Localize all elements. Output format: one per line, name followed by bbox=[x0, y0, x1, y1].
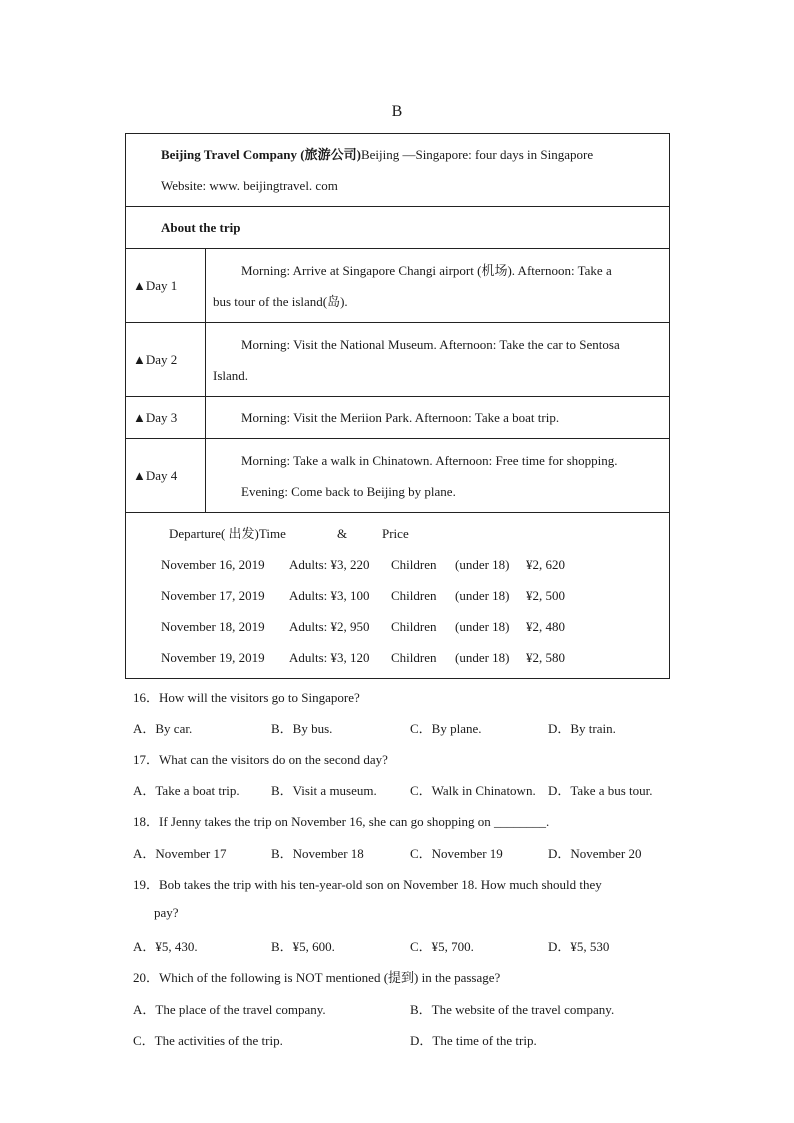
day-row bbox=[126, 397, 670, 439]
day-row bbox=[126, 323, 670, 397]
departure-heading: Departure( 出发)Time bbox=[169, 526, 286, 541]
option-a[interactable]: A．November 17 bbox=[133, 846, 227, 861]
price-item bbox=[161, 549, 669, 580]
age-note: (under 18) bbox=[455, 650, 510, 665]
adult-price: Adults: ¥3, 220 bbox=[289, 557, 370, 572]
option-b[interactable]: B．By bus. bbox=[271, 721, 333, 736]
option-d[interactable]: D．¥5, 530 bbox=[548, 939, 610, 954]
age-note: (under 18) bbox=[455, 588, 510, 603]
option-c[interactable]: C．November 19 bbox=[410, 846, 503, 861]
route-text: Beijing —Singapore: four days in Singapore bbox=[360, 147, 594, 162]
section-letter: B bbox=[391, 103, 403, 120]
about-label: About the trip bbox=[161, 219, 241, 235]
option-a[interactable]: A．The place of the travel company. bbox=[133, 1002, 326, 1017]
price-item bbox=[161, 611, 669, 642]
option-b[interactable]: B．¥5, 600. bbox=[271, 939, 335, 954]
adult-price: Adults: ¥3, 120 bbox=[289, 650, 370, 665]
day-desc-line: bus tour of the island(岛). bbox=[213, 293, 348, 309]
company-name: Beijing Travel Company (旅游公司) bbox=[161, 147, 361, 162]
price-row bbox=[126, 513, 670, 679]
option-c[interactable]: C．The activities of the trip. bbox=[133, 1033, 283, 1048]
company-row bbox=[126, 134, 670, 207]
children-label: Children bbox=[391, 619, 437, 634]
departure-date: November 16, 2019 bbox=[161, 557, 265, 572]
question-text: 20．Which of the following is NOT mentioned (提到) in the passage? bbox=[133, 970, 501, 985]
question-text: 16．How will the visitors go to Singapore? bbox=[133, 690, 360, 705]
option-c[interactable]: C．By plane. bbox=[410, 721, 482, 736]
child-price: ¥2, 500 bbox=[526, 588, 565, 603]
option-a[interactable]: A．¥5, 430. bbox=[133, 939, 198, 954]
departure-date: November 18, 2019 bbox=[161, 619, 265, 634]
price-item bbox=[161, 642, 669, 673]
option-b[interactable]: B．November 18 bbox=[271, 846, 364, 861]
age-note: (under 18) bbox=[455, 557, 510, 572]
day-label: ▲Day 2 bbox=[126, 323, 206, 397]
day-desc-line: Morning: Visit the Meriion Park. Afternoon: Take a boat trip. bbox=[241, 410, 560, 425]
question-text: 17．What can the visitors do on the second day? bbox=[133, 752, 388, 767]
question-text: 18．If Jenny takes the trip on November 16, she can go shopping on ________. bbox=[133, 814, 550, 829]
day-row bbox=[126, 439, 670, 513]
day-desc-line: Morning: Arrive at Singapore Changi airport (机场). Afternoon: Take a bbox=[241, 262, 612, 278]
adult-price: Adults: ¥2, 950 bbox=[289, 619, 370, 634]
option-d[interactable]: D．The time of the trip. bbox=[410, 1033, 537, 1048]
question-text: 19．Bob takes the trip with his ten-year-old son on November 18. How much should they bbox=[133, 877, 602, 892]
children-label: Children bbox=[391, 588, 437, 603]
option-b[interactable]: B．Visit a museum. bbox=[271, 783, 377, 798]
day-desc-line: Evening: Come back to Beijing by plane. bbox=[241, 483, 456, 499]
departure-date: November 17, 2019 bbox=[161, 588, 265, 603]
day-desc-line: Morning: Take a walk in Chinatown. Afternoon: Free time for shopping. bbox=[241, 452, 618, 468]
price-heading bbox=[161, 518, 669, 549]
adult-price: Adults: ¥3, 100 bbox=[289, 588, 370, 603]
trip-info-table bbox=[125, 133, 670, 679]
option-d[interactable]: D．November 20 bbox=[548, 846, 642, 861]
children-label: Children bbox=[391, 650, 437, 665]
child-price: ¥2, 580 bbox=[526, 650, 565, 665]
child-price: ¥2, 620 bbox=[526, 557, 565, 572]
day-label: ▲Day 1 bbox=[126, 249, 206, 323]
option-a[interactable]: A．By car. bbox=[133, 721, 193, 736]
option-c[interactable]: C．¥5, 700. bbox=[410, 939, 474, 954]
question-text-continued: pay? bbox=[154, 905, 179, 920]
child-price: ¥2, 480 bbox=[526, 619, 565, 634]
departure-date: November 19, 2019 bbox=[161, 650, 265, 665]
website-text: Website: www. beijingtravel. com bbox=[161, 178, 338, 193]
children-label: Children bbox=[391, 557, 437, 572]
option-a[interactable]: A．Take a boat trip. bbox=[133, 783, 240, 798]
option-c[interactable]: C．Walk in Chinatown. bbox=[410, 783, 536, 798]
amp-heading: & bbox=[337, 526, 348, 541]
day-label: ▲Day 3 bbox=[126, 397, 206, 439]
option-d[interactable]: D．By train. bbox=[548, 721, 616, 736]
day-desc-line: Morning: Visit the National Museum. Afternoon: Take the car to Sentosa bbox=[241, 336, 620, 352]
age-note: (under 18) bbox=[455, 619, 510, 634]
price-heading-label: Price bbox=[382, 526, 409, 541]
day-row bbox=[126, 249, 670, 323]
option-d[interactable]: D．Take a bus tour. bbox=[548, 783, 653, 798]
day-desc-line: Island. bbox=[213, 367, 249, 383]
about-row bbox=[126, 207, 670, 249]
price-item bbox=[161, 580, 669, 611]
option-b[interactable]: B．The website of the travel company. bbox=[410, 1002, 615, 1017]
day-label: ▲Day 4 bbox=[126, 439, 206, 513]
